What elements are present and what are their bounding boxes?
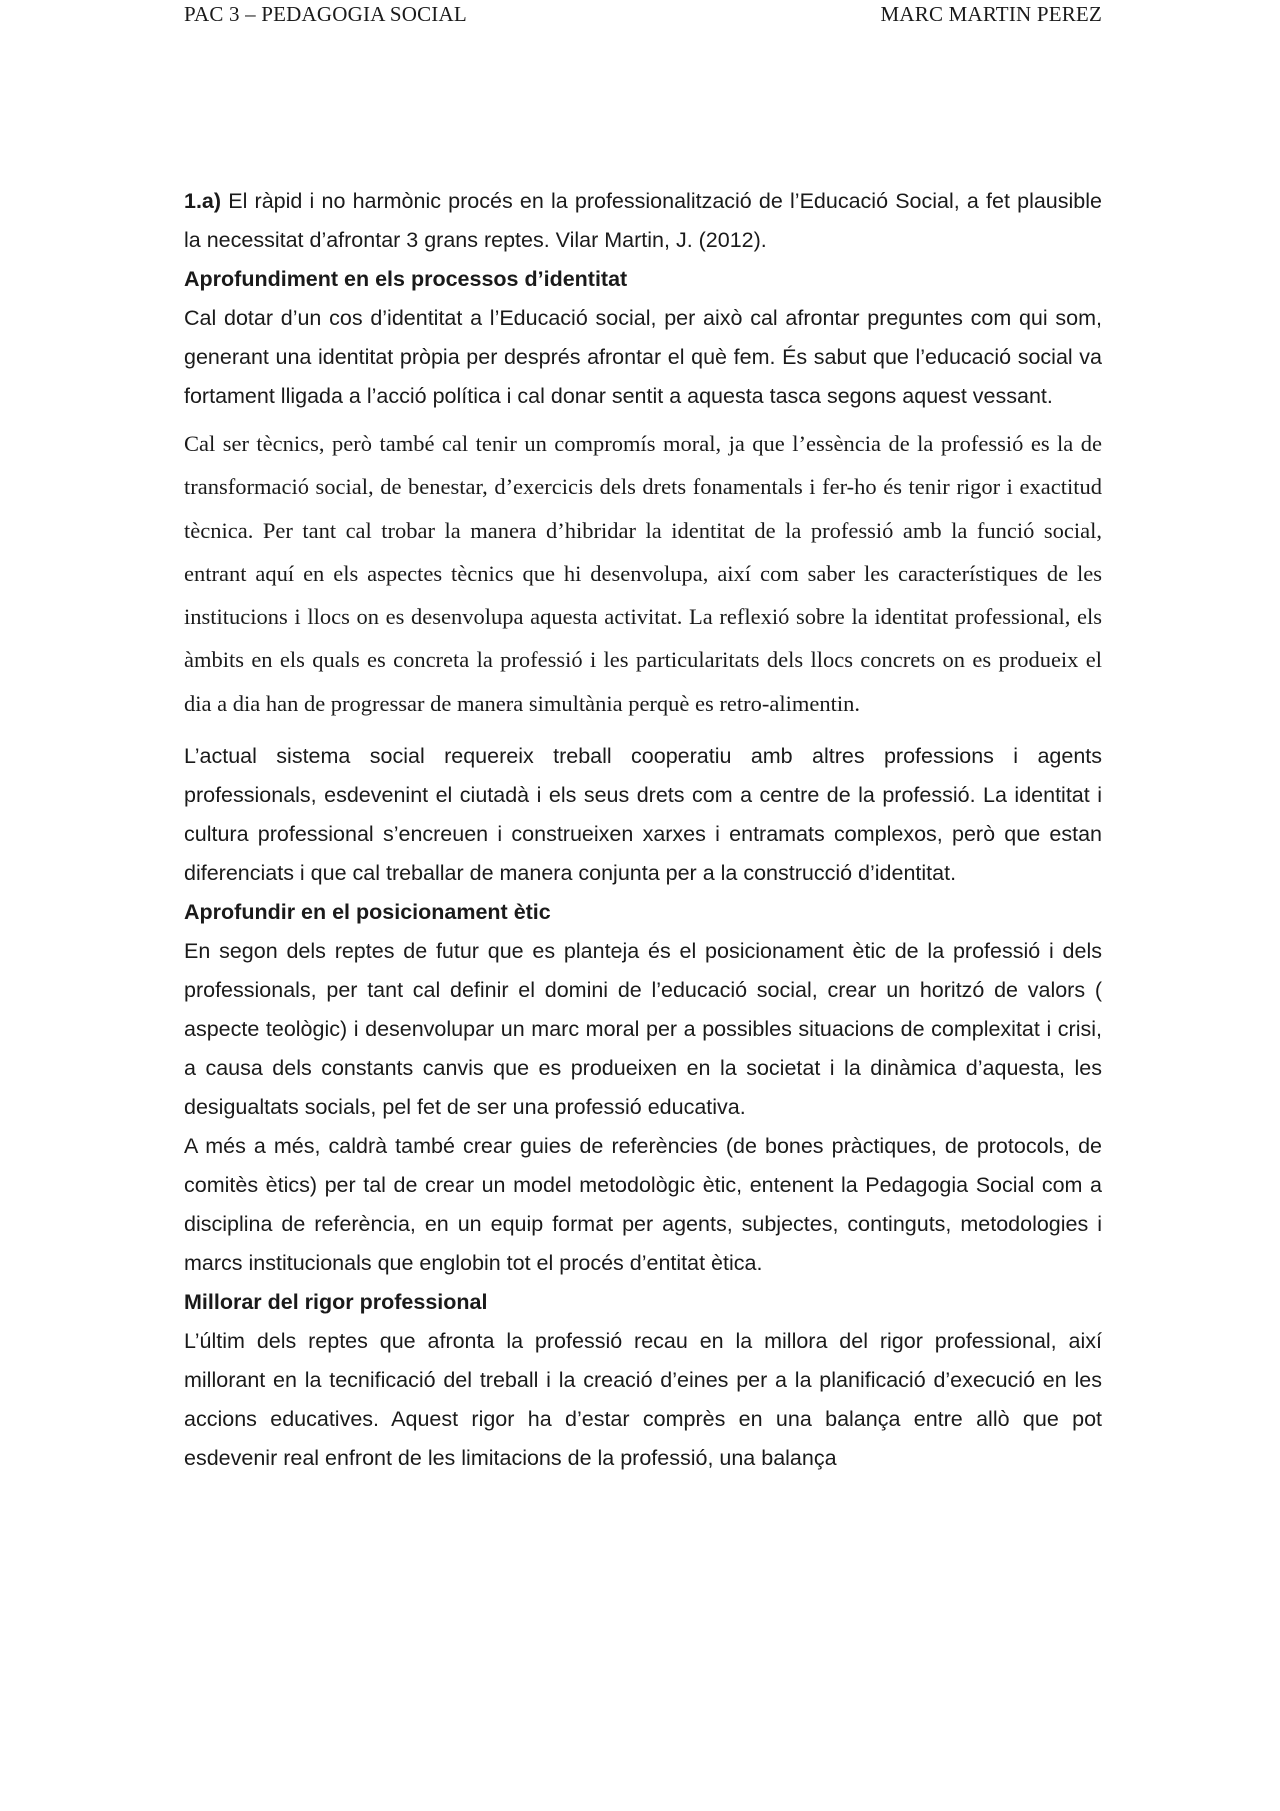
ethics-paragraph-2: A més a més, caldrà també crear guies de referències (de bones pràctiques, de protocols, de comitès ètics) per tal de crear un model metodològic ètic, entenent la Pedagogia Social com a disciplina de referència, en un equip format per agents, subjectes, continguts, metodologies i marcs institucionals que englobin tot el procés d’entitat ètica.	[184, 1134, 1102, 1276]
ethics-paragraph-1: En segon dels reptes de futur que es planteja és el posicionament ètic de la professió i dels professionals, per tant cal definir el domini de l’educació social, crear un horitzó de valors ( aspecte teològic) i desenvolupar un marc moral per a possibles situacions de complexitat i crisi, a causa dels constants canvis que es produeixen en la societat i la dinàmica d’aquesta, les desigualtats socials, pel fet de ser una professió educativa.	[184, 939, 1102, 1120]
identity-paragraph-1: Cal dotar d’un cos d’identitat a l’Educació social, per això cal afrontar preguntes com qui som, generant una identitat pròpia per després afrontar el què fem. És sabut que l’educació social va fortament lligada a l’acció política i cal donar sentit a aquesta tasca segons aquest vessant.	[184, 306, 1102, 408]
identity-paragraph-2: Cal ser tècnics, però també cal tenir un compromís moral, ja que l’essència de la professió es la de transformació social, de benestar, d’exercicis dels drets fonamentals i fer-ho és tenir rigor i exactitud tècnica. Per tant cal trobar la manera d’hibridar la identitat de la professió amb la funció social, entrant aquí en els aspectes tècnics que hi desenvolupa, així com saber les característiques de les institucions i llocs on es desenvolupa aquesta activitat. La reflexió sobre la identitat professional, els àmbits en els quals es concreta la professió i les particularitats dels llocs concrets on es produeix el dia a dia han de progressar de manera simultània perquè es retro-alimentin.	[184, 431, 1102, 716]
intro-text: El ràpid i no harmònic procés en la professionalització de l’Educació Social, a fet plausible la necessitat d’afrontar 3 grans reptes. Vilar Martin, J. (2012).	[184, 189, 1102, 252]
heading-identity: Aprofundiment en els processos d’identitat	[184, 267, 628, 291]
heading-ethics: Aprofundir en el posicionament ètic	[184, 900, 551, 925]
question-label: 1.a)	[184, 189, 222, 213]
identity-paragraph-3: L’actual sistema social requereix treball cooperatiu amb altres professions i agents professionals, esdevenint el ciutadà i els seus drets com a centre de la professió. La identitat i cultura professional s’encreuen i construeixen xarxes i entramats complexos, però que estan diferenciats i que cal treballar de manera conjunta per a la construcció d’identitat.	[184, 744, 1102, 886]
page-header	[184, 0, 1102, 30]
header-course-title: PAC 3 – PEDAGOGIA SOCIAL	[184, 2, 467, 26]
intro-paragraph	[184, 182, 1102, 260]
header-author-name: MARC MARTIN PEREZ	[880, 2, 1102, 26]
document-body	[184, 182, 1102, 1478]
heading-rigor: Millorar del rigor professional	[184, 1290, 488, 1315]
rigor-paragraph-1: L’últim dels reptes que afronta la professió recau en la millora del rigor professional, així millorant en la tecnificació del treball i la creació d’eines per a la planificació d’execució en les accions educatives. Aquest rigor ha d’estar comprès en una balança entre allò que pot esdevenir real enfront de les limitacions de la professió, una balança	[184, 1329, 1102, 1471]
